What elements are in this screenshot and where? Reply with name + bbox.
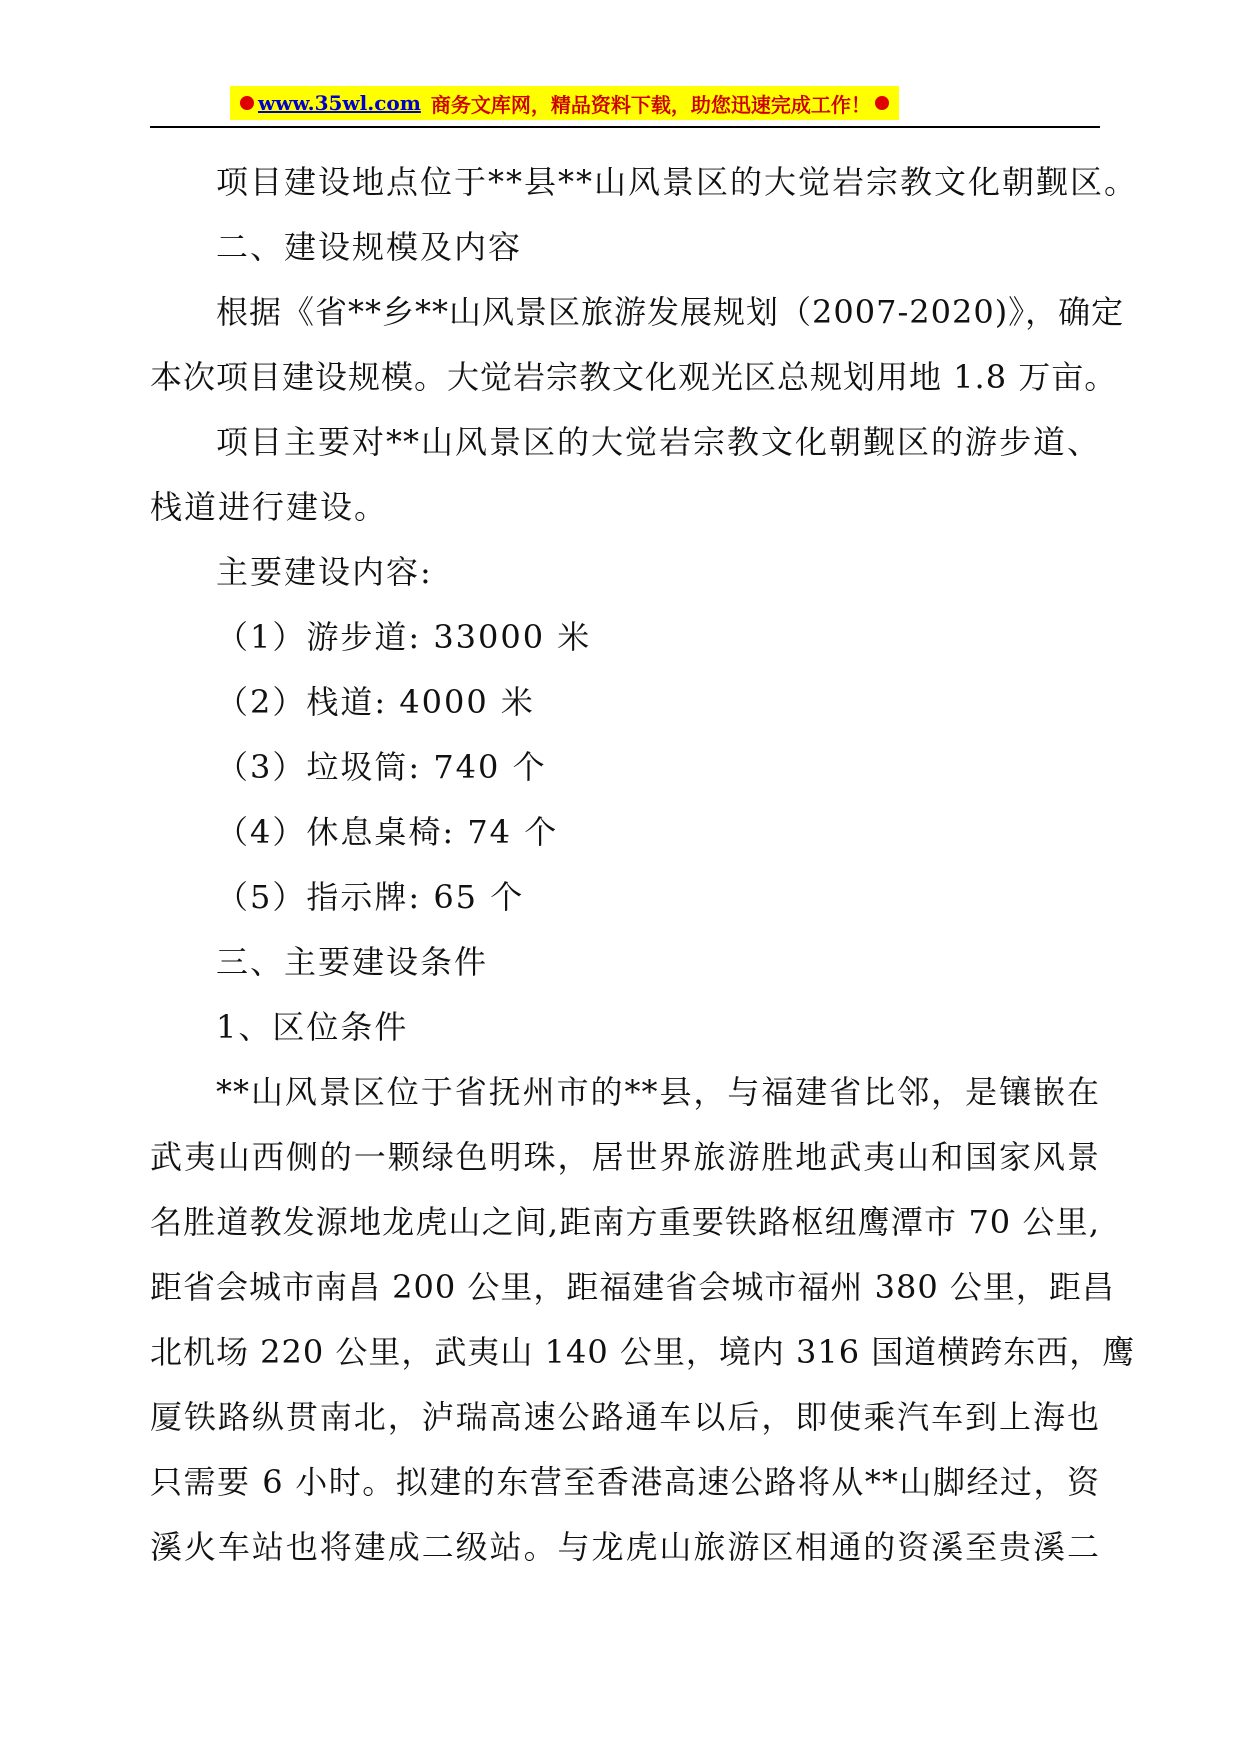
paragraph-line: 根据《省**乡**山风景区旅游发展规划（2007-2020)》，确定 xyxy=(216,293,1125,331)
red-dot-icon xyxy=(240,96,254,110)
red-dot-icon xyxy=(875,96,889,110)
paragraph-line: 厦铁路纵贯南北，泸瑞高速公路通车以后，即使乘汽车到上海也 xyxy=(150,1398,1100,1436)
list-heading: 主要建设内容: xyxy=(216,553,433,591)
paragraph-line: 栈道进行建设。 xyxy=(150,488,389,526)
list-item: （2）栈道: 4000 米 xyxy=(216,683,535,721)
site-banner xyxy=(230,86,899,120)
paragraph-line: 北机场 220 公里，武夷山 140 公里，境内 316 国道横跨东西，鹰 xyxy=(150,1333,1136,1371)
paragraph-line: 项目主要对**山风景区的大觉岩宗教文化朝觐区的游步道、 xyxy=(216,423,1100,461)
paragraph-line: **山风景区位于省抚州市的**县，与福建省比邻，是镶嵌在 xyxy=(216,1073,1100,1111)
paragraph-line: 距省会城市南昌 200 公里，距福建省会城市福州 380 公里，距昌 xyxy=(150,1268,1115,1306)
paragraph-line: 本次项目建设规模。大觉岩宗教文化观光区总规划用地 1.8 万亩。 xyxy=(150,358,1118,396)
list-item: （3）垃圾筒: 740 个 xyxy=(216,748,547,786)
section-heading: 二、建设规模及内容 xyxy=(216,228,523,266)
subsection-heading: 1、区位条件 xyxy=(216,1008,409,1046)
paragraph-line: 项目建设地点位于**县**山风景区的大觉岩宗教文化朝觐区。 xyxy=(216,163,1139,201)
document-body xyxy=(150,150,1139,1580)
paragraph-line: 溪火车站也将建成二级站。与龙虎山旅游区相通的资溪至贵溪二 xyxy=(150,1528,1100,1566)
list-item: （4）休息桌椅: 74 个 xyxy=(216,813,559,851)
section-heading: 三、主要建设条件 xyxy=(216,943,489,981)
site-link[interactable]: www.35wl.com xyxy=(258,91,421,115)
paragraph-line: 名胜道教发源地龙虎山之间,距南方重要铁路枢纽鹰潭市 70 公里, xyxy=(150,1203,1100,1241)
list-item: （5）指示牌: 65 个 xyxy=(216,878,525,916)
banner-slogan: 商务文库网，精品资料下载，助您迅速完成工作！ xyxy=(430,92,871,117)
page-header xyxy=(150,86,1100,128)
paragraph-line: 只需要 6 小时。拟建的东营至香港高速公路将从**山脚经过，资 xyxy=(150,1463,1100,1501)
list-item: （1）游步道: 33000 米 xyxy=(216,618,592,656)
paragraph-line: 武夷山西侧的一颗绿色明珠，居世界旅游胜地武夷山和国家风景 xyxy=(150,1138,1100,1176)
